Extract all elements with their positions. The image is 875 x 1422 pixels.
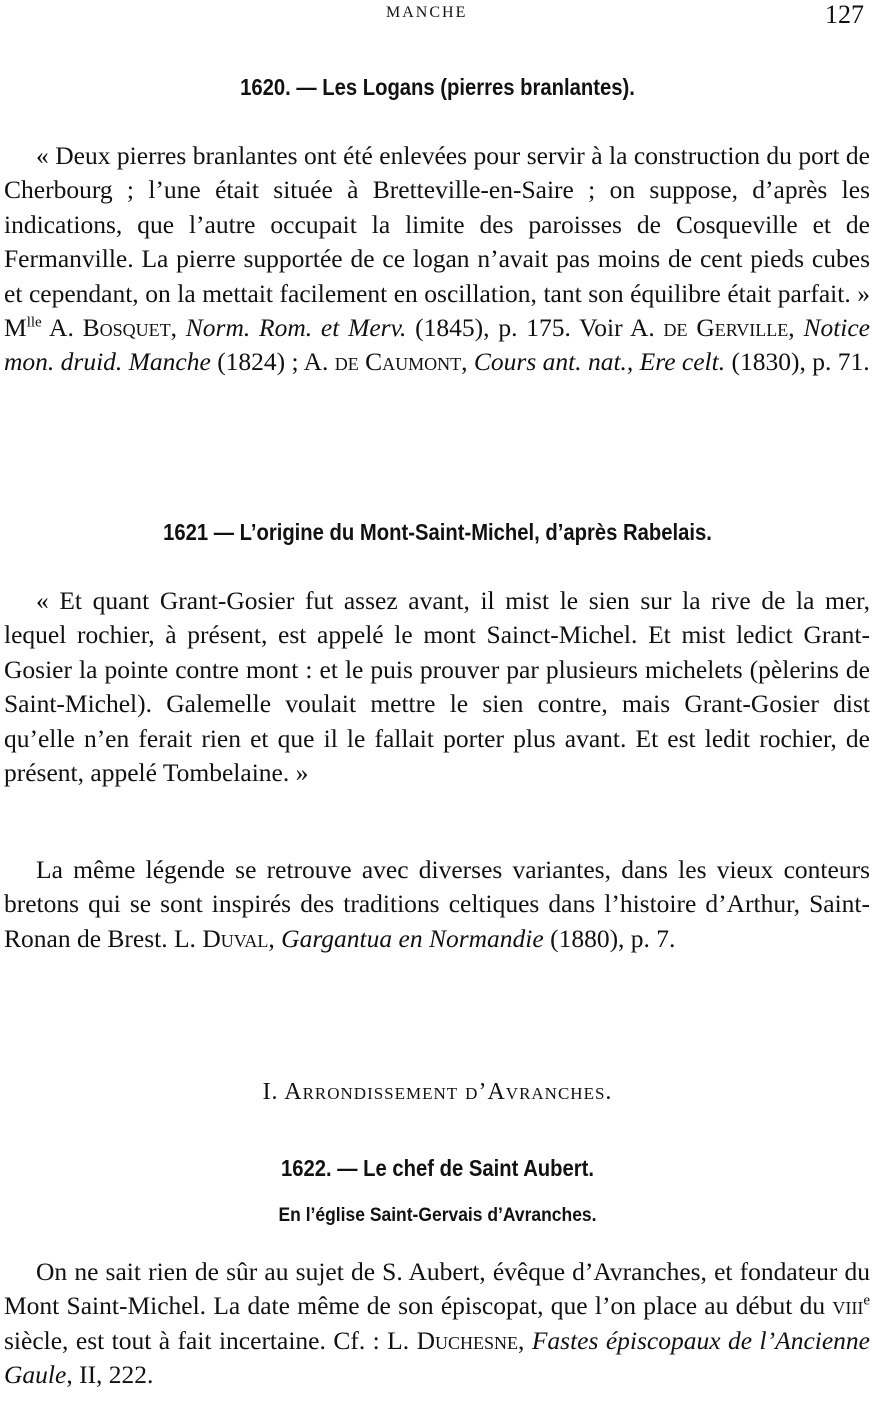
entry-1620-heading: 1620. — Les Logans (pierres branlantes). <box>240 74 635 100</box>
roman-viii: viii <box>832 1291 864 1321</box>
superscript-e: e <box>863 1292 870 1309</box>
note-end: (1880), p. 7. <box>543 923 676 953</box>
ref-1830: (1830), p. 71. <box>725 347 870 377</box>
ref-1824: (1824) ; A. <box>210 347 335 377</box>
entry-1621-heading: 1621 — L’origine du Mont-Saint-Michel, d’après Rabelais. <box>163 519 712 545</box>
ref-p175: (1845), p. 175. Voir A. <box>406 313 664 343</box>
ref-norm: Norm. Rom. et Merv. <box>185 313 407 343</box>
note-duval: Duval <box>202 923 269 953</box>
entry-1621-quote: « Et quant Grant-Gosier fut assez avant, il mist le sien sur la rive de la mer, lequel rochier, à présent, est appelé le mont Sainct-Michel. Et mist ledict Grant-Gosier la pointe contre mont : et le puis prouver par plusieurs michelets (pèlerins de Saint-Michel). Galemelle voulait mettre le sien contre, mais Grant-Gosier dist qu’elle n’en ferait rien et que il le fallait porter plus avant. Et est ledit rochier, de présent, appelé Tombelaine. » <box>4 586 870 788</box>
ref-caumont: de Caumont <box>334 347 462 377</box>
note-sep: , <box>268 923 282 953</box>
ref-lle: lle <box>26 314 42 331</box>
running-title: MANCHE <box>386 4 468 21</box>
section-heading: I. Arrondissement d’Avranches. <box>262 1079 613 1105</box>
entry-1622-heading: 1622. — Le chef de Saint Aubert. <box>280 1155 595 1181</box>
entry-1621-note <box>4 853 870 956</box>
note-gargantua: Gargantua en Normandie <box>281 923 544 953</box>
ref-duchesne: Duchesne <box>416 1325 518 1355</box>
running-header <box>0 2 875 32</box>
entry-1620-body <box>4 139 870 380</box>
page-number: 127 <box>825 0 864 29</box>
note-text: La même légende se retrouve avec diverses variantes, dans les vieux conteurs bretons qui se sont inspirés des traditions celtiques dans l’histoire d’Arthur, Saint-Ronan de Brest. L. <box>4 855 870 953</box>
ref-notice: Notice mon. druid. Manche <box>4 313 871 377</box>
entry-1622-text2: siècle, est tout à fait incertaine. Cf. : L. <box>4 1325 417 1355</box>
ref-a1: A. <box>41 313 83 343</box>
ref-sep3: , <box>461 347 474 377</box>
ref-bosquet: Bosquet <box>82 313 171 343</box>
ref-cours: Cours ant. nat., Ere celt. <box>473 347 726 377</box>
ref-fastes: Fastes épiscopaux de l’Ancienne Gaule <box>4 1325 870 1390</box>
entry-1622-text: On ne sait rien de sûr au sujet de S. Aubert, évêque d’Avranches, et fondateur du Mont Saint-Michel. La date même de son épiscopat, que l’on place au début du <box>4 1257 870 1321</box>
ref-sep1: , <box>170 313 186 343</box>
ref-end: , II, 222. <box>66 1360 154 1390</box>
entry-1620-quote: « Deux pierres branlantes ont été enlevées pour servir à la construction du port de Cherbourg ; l’une était située à Bretteville-en-Saire ; on suppose, d’après les indications, que l’autre occupait la limite des paroisses de Cosqueville et de Fermanville. La pierre supportée de ce logan n’avait pas moins de cent pieds cubes et cependant, on la mettait facilement en oscillation, tant son équilibre était parfait. » <box>4 141 870 308</box>
ref-sep2: , <box>788 313 804 343</box>
entry-1622-body <box>4 1255 870 1393</box>
ref-sep: , <box>518 1325 532 1355</box>
entry-1622-subheading: En l’église Saint-Gervais d’Avranches. <box>278 1205 597 1226</box>
ref-gerville: de Gerville <box>663 313 789 343</box>
ref-m: M <box>4 313 27 343</box>
